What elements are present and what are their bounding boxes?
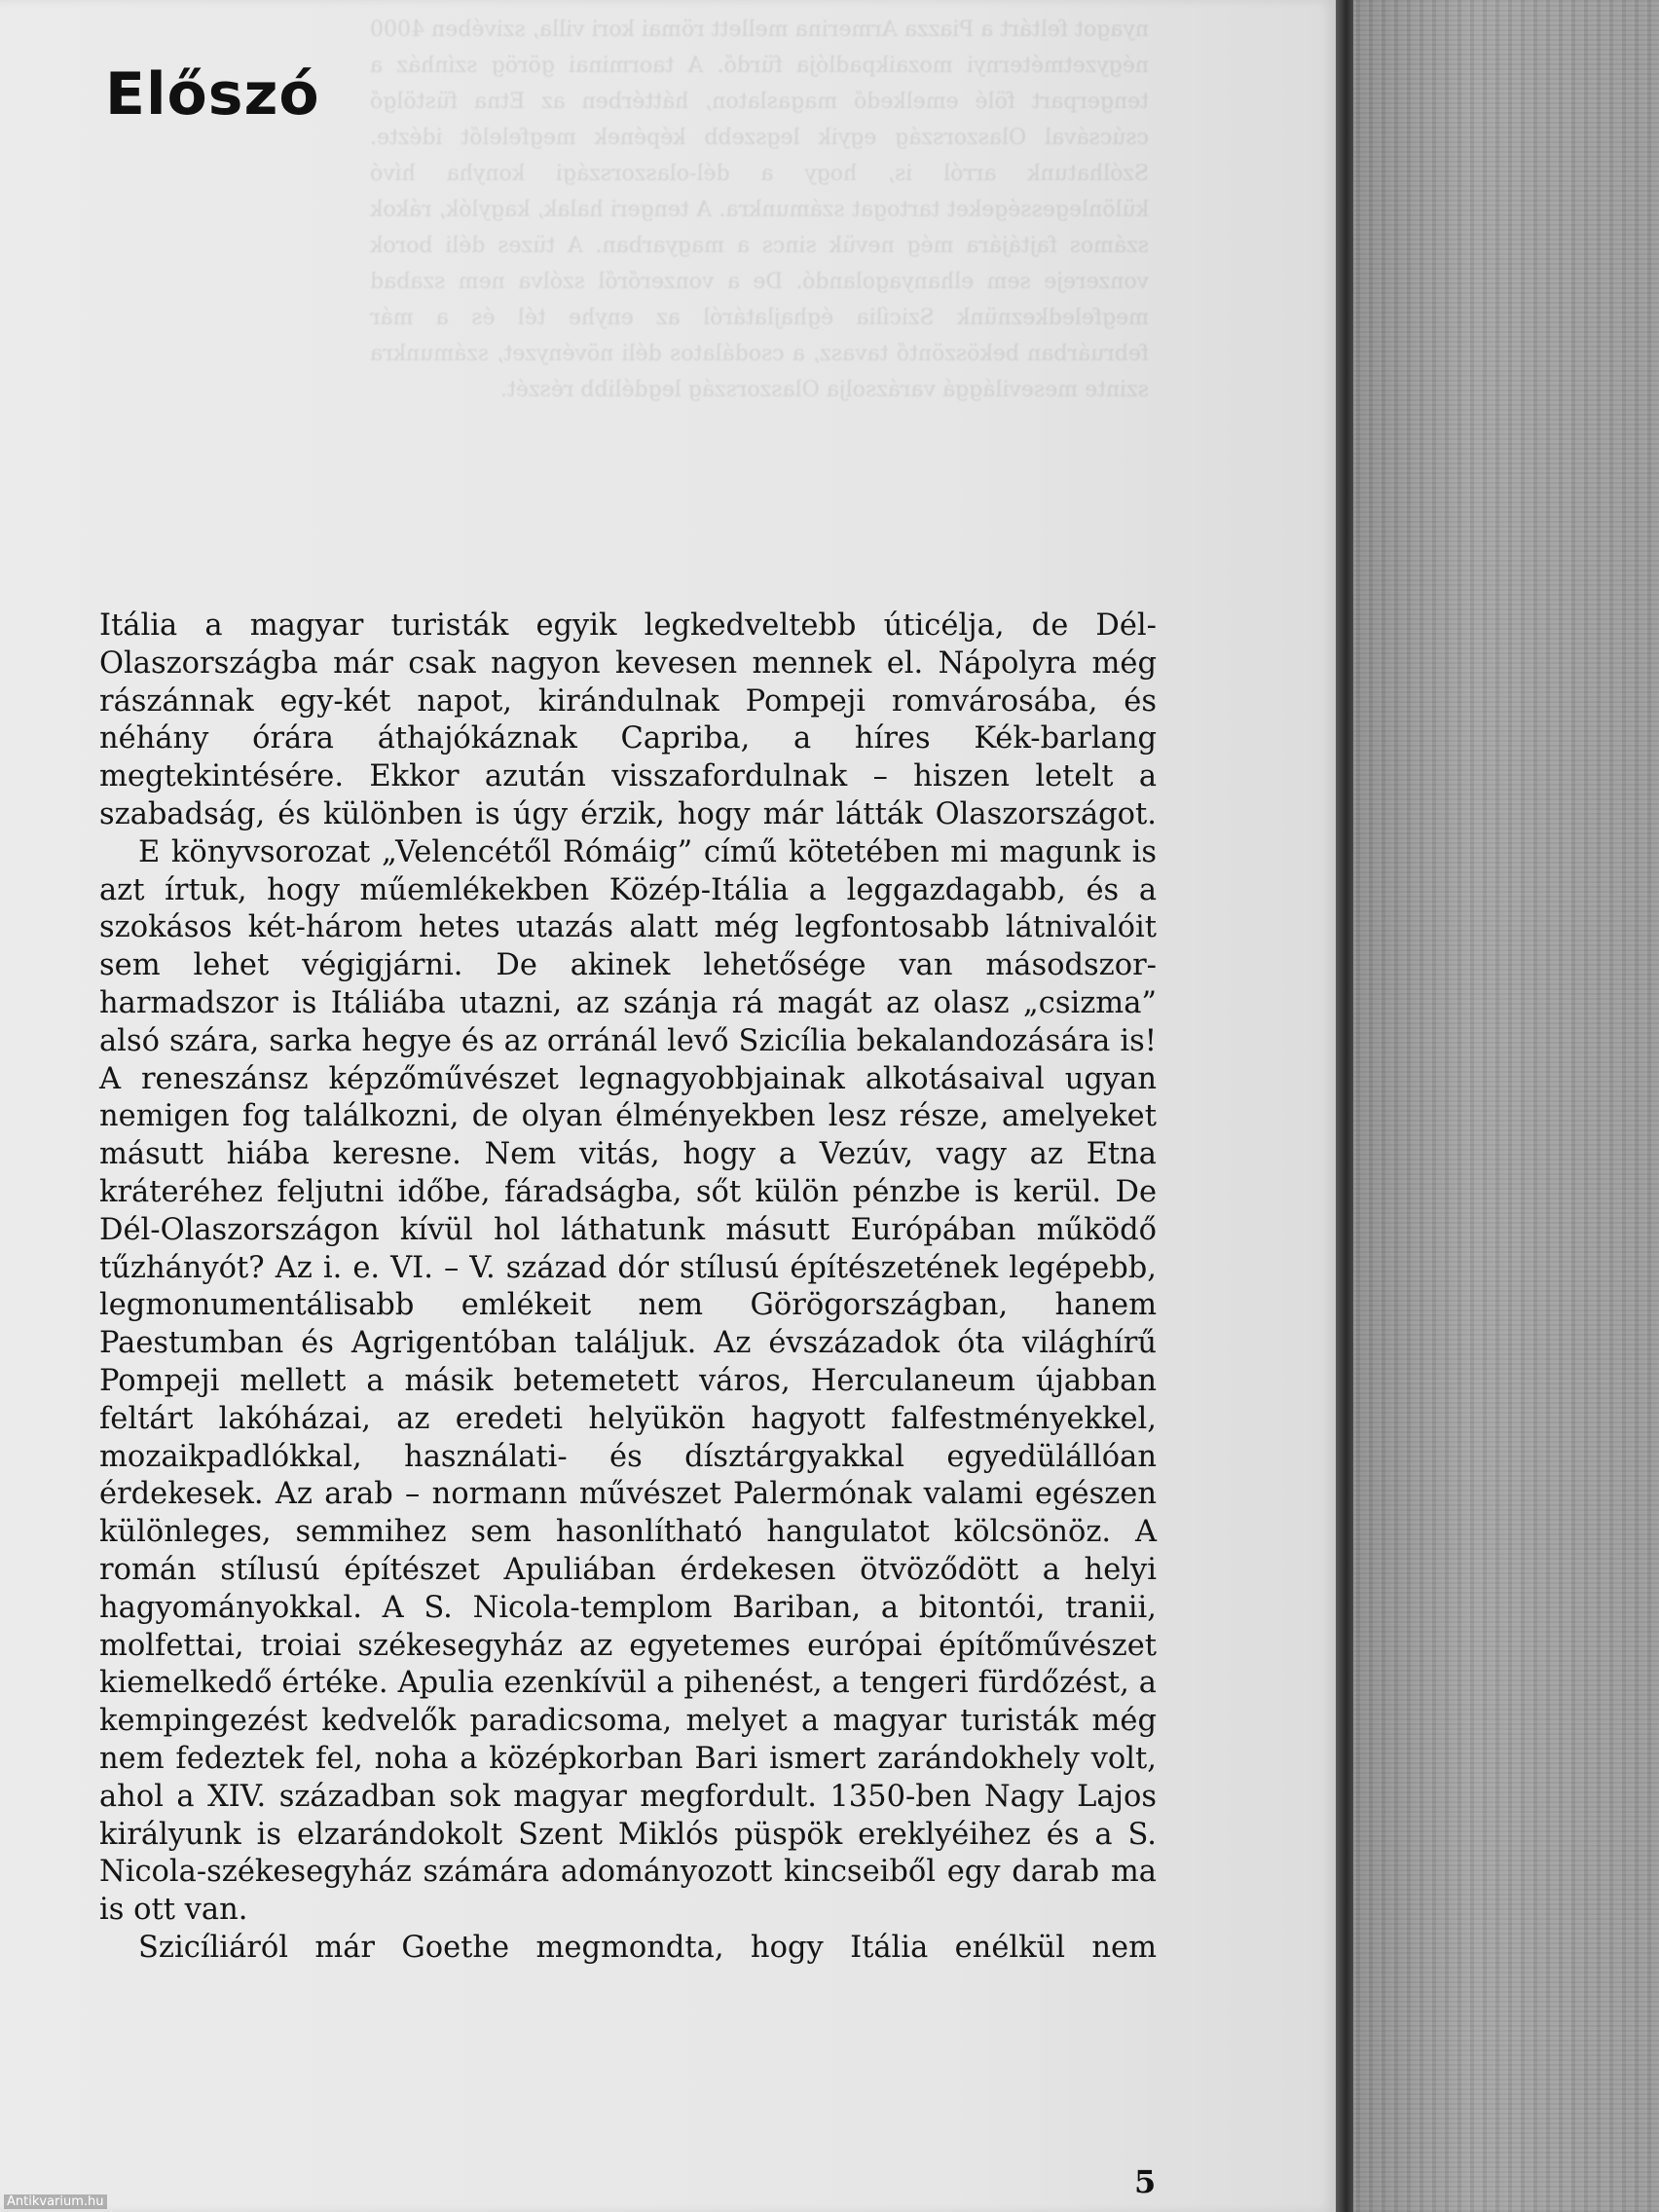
paragraph-3: Szicíliáról már Goethe megmondta, hogy Itália enélkül nem [138,1930,1157,1965]
paragraph-2: E könyvsorozat „Velencétől Rómáig” című kötetében mi magunk is azt írtuk, hogy műemlékekben Közép-Itália a leggazdagabb, és a szokásos két-három hetes utazás alatt még legfontosabb látnivalóit sem lehet végigjárni. De akinek lehetősége van másodszor-harmadszor is Itáliába utazni, az szánja rá magát az olasz „csizma” alsó szára, sarka hegye és az orránál levő Szicília bekalandozására is! A reneszánsz képzőművészet legnagyobbjainak alkotásaival ugyan nemigen fog találkozni, de olyan élményekben lesz része, amelyeket másutt hiába keresne. Nem vitás, hogy a Vezúv, vagy az Etna kráteréhez feljutni időbe, fáradságba, sőt külön pénzbe is kerül. De Dél-Olaszországon kívül hol láthatunk másutt Európában működő tűzhányót? Az i. e. VI. – V. század dór stílusú építészetének legépebb, legmonumentálisabb emlékeit nem Görögországban, hanem Paestumban és Agrigentóban találjuk. Az évszázadok óta világhírű Pompeji mellett a másik betemetett város, Herculaneum újabban feltárt lakóházai, az eredeti helyükön hagyott falfestményekkel, mozaikpadlókkal, használati- és dísztárgyakkal egyedülállóan érdekesek. Az arab – normann művészet Palermónak valami egészen különleges, semmihez sem hasonlítható hangulatot kölcsönöz. A román stílusú építészet Apuliában érdekesen ötvöződött a helyi hagyományokkal. A S. Nicola-templom Bariban, a bitontói, tranii, molfettai, troiai székesegyház az egyetemes európai építőművészet kiemelkedő értéke. Apulia ezenkívül a pihenést, a tengeri fürdőzést, a kempingezést kedvelők paradicsoma, melyet a magyar turisták még nem fedeztek fel, noha a középkorban Bari ismert zarándokhely volt, ahol a XIV. században sok magyar megfordult. 1350-ben Nagy Lajos királyunk is elzarándokolt Szent Miklós püspök ereklyéihez és a S. Nicola-székesegyház számára adományozott kincseiből egy darab ma is ott van. [99,834,1157,1928]
paragraph-1: Itália a magyar turisták egyik legkedveltebb úticélja, de Dél-Olaszországba már csak nagyon kevesen mennek el. Nápolyra még rászánnak egy-két napot, kirándulnak Pompeji romvárosába, és néhány órára áthajókáznak Capriba, a híres Kék-barlang megtekintésére. Ekkor azután visszafordulnak – hiszen letelt a szabadság, és különben is úgy érzik, hogy már látták Olaszországot. [99,608,1157,831]
page-title: Előszó [105,60,320,129]
book-spine [1336,0,1353,2212]
watermark: Antikvarium.hu [4,2194,107,2209]
body-text [99,608,1157,1968]
page-number: 5 [1134,2163,1157,2200]
bleed-through-text: nyagot feltárt a Piazza Armerina mellett römai kori villa, szivében 4000 négyzetméternyi mozaikpadlója fürdő. A taorminai görög színház a tengerpart fölé emelkedő magaslaton, háttérben az Etna füstölgő csúcsával Olaszország egyik legszebb képének megfelelőt idézte. Szólhatunk arról is, hogy a dél-olaszországi konyha hívó különlegességeket tartogat számunkra. A tengeri halak, kagylók, rákok számos fajtájára még nevük sincs a magyarban. A tüzes déli borok vonzereje sem elhanyagolandó. De a vonzerőről szólva nem szabad megfeledkeznünk Szicília éghajlatáról az enyhe tél és a már februárban beköszöntő tavasz, a csodálatos déli növényzet, számunkra szinte mesevilággá varázsolja Olaszország legdélibb részét. [370,18,1149,402]
background-surface [1353,0,1659,2212]
